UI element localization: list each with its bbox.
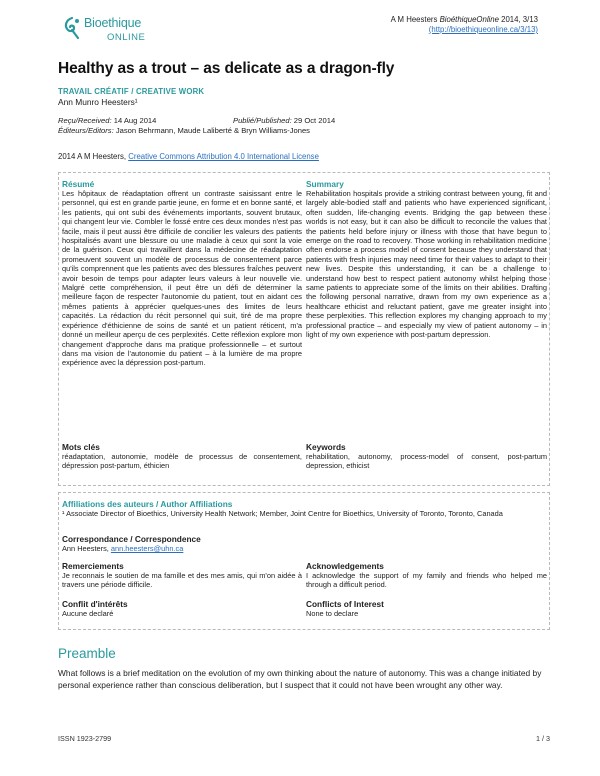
coi-block — [306, 599, 547, 618]
summary-text: Rehabilitation hospitals provide a striking contrast between young, fit and largely able-bodied staff and patients who have experienced significant, often sudden, life-changing events. Bridging the gap between these worlds is not easy, but it can also be difficult to reconcile the values that the patients held before injury or illness with those that have begun to emerge on the road to recovery. Those working in rehabilitation medicine often endorse a process model of consent because they understand that patients with fresh injuries may need time for their values to adapt to their new lives. Despite this understanding, it can be a challenge to understand how best to respect patient autonomy whilst helping those same patients to appreciate some of the limits on their abilities. Drafting the following personal narrative, drawn from my own experience as a healthcare ethicist and reluctant patient, gave me greater insight into these perplexities. This reflection explores my changing approach to my professional practice – and especially my view of patient autonomy – in light of my own experience with post-partum depression. — [306, 189, 547, 340]
correspondence-heading: Correspondance / Correspondence — [62, 534, 201, 544]
footer-issn: ISSN 1923-2799 — [58, 734, 112, 743]
running-issue: 2014, 3/13 — [498, 15, 538, 24]
coi-heading: Conflicts of Interest — [306, 599, 384, 609]
motscles-heading: Mots clés — [62, 442, 100, 452]
published-date: 29 Oct 2014 — [291, 116, 336, 125]
license-prefix: 2014 A M Heesters, — [58, 152, 129, 161]
acknowledgements-heading: Acknowledgements — [306, 561, 384, 571]
article-dates — [58, 116, 548, 136]
abstract-box — [58, 172, 550, 486]
received-date: 14 Aug 2014 — [111, 116, 157, 125]
affiliations-text: ¹ Associate Director of Bioethics, University Health Network; Member, Joint Centre for Bioethics, University of Toronto, Toronto, Canada — [62, 509, 503, 518]
logo-subtitle: ONLINE — [107, 32, 146, 43]
summary-column — [306, 179, 547, 340]
license-line — [58, 152, 319, 161]
article-section-label: TRAVAIL CRÉATIF / CREATIVE WORK — [58, 87, 205, 96]
received-label: Reçu/Received: — [58, 116, 112, 125]
acknowledgements-text: I acknowledge the support of my family and friends who helped me through a difficult period. — [306, 571, 547, 590]
acknowledgements-block — [306, 561, 547, 590]
preamble-text: What follows is a brief meditation on the evolution of my own thinking about the nature of autonomy. This was a change initiated by personal experience rather than conscious deliberation, but I suspect that it could not have been wrought any other way. — [58, 668, 542, 690]
running-header — [391, 15, 538, 35]
keywords-heading: Keywords — [306, 442, 346, 452]
conflit-block — [62, 599, 302, 618]
remerciements-block — [62, 561, 302, 590]
license-link[interactable]: Creative Commons Attribution 4.0 International License — [128, 152, 319, 161]
affiliations-block — [62, 499, 548, 518]
running-author: A M Heesters — [390, 15, 440, 24]
resume-column — [62, 179, 302, 368]
motscles-block — [62, 442, 302, 471]
conflit-text: Aucune declaré — [62, 609, 114, 618]
affiliations-heading: Affiliations des auteurs / Author Affiliations — [62, 499, 233, 509]
coi-text: None to declare — [306, 609, 359, 618]
conflit-heading: Conflit d'intérêts — [62, 599, 128, 609]
remerciements-heading: Remerciements — [62, 561, 124, 571]
article-title: Healthy as a trout – as delicate as a dragon-fly — [58, 60, 395, 77]
remerciements-text: Je reconnais le soutien de ma famille et des mes amis, qui m'on aidée à travers une période difficile. — [62, 571, 302, 590]
info-box — [58, 492, 550, 630]
correspondence-name: Ann Heesters, — [62, 544, 111, 553]
editors-label: Éditeurs/Editors: — [58, 126, 114, 135]
preamble-heading: Preamble — [58, 646, 116, 661]
article-author: Ann Munro Heesters¹ — [58, 97, 138, 107]
running-url-link[interactable]: (http://bioethiqueonline.ca/3/13) — [428, 25, 538, 34]
journal-logo — [62, 16, 172, 46]
logo-swirl-icon — [62, 16, 82, 40]
correspondence-block — [62, 534, 548, 553]
running-journal: BioéthiqueOnline — [439, 15, 499, 24]
published-label: Publié/Published: — [233, 116, 292, 125]
correspondence-email-link[interactable]: ann.heesters@uhn.ca — [110, 544, 184, 553]
summary-heading: Summary — [306, 179, 344, 189]
resume-text: Les hôpitaux de réadaptation offrent un contraste saisissant entre le personnel, qui est en grande partie jeune, en forme et en bonne santé, et les patients, qui ont subi des événements importants, souvent brutaux, qui changent leur vie. Combler le fossé entre ces deux mondes n'est pas facile, mais il peut aussi être difficile de concilier les valeurs des patients hospitalisés avant une blessure ou une maladie à ceux qui sont la voie de la guérison. Ceux qui travaillent dans la médecine de réadaptation promeuvent souvent un modèle de processus de consentement parce qu'ils comprennent que les patients avec des blessures fraîches peuvent avoir besoin de temps pour adapter leurs valeurs à leur nouvelle vie. Malgré cette compréhension, il peut être un défi de déterminer la meilleure façon de respecter l'autonomie du patient, tout en aidant ces mêmes patients à apprécier quelques-unes des limites de leurs capacités. La rédaction du récit personnel qui suit, tiré de ma propre expérience d'éthicienne de soins de santé et un patient réticent, m'a donné un meilleur aperçu de ces perplexités. Cette réflexion explore mon changement d'approche dans ma pratique professionnelle – et surtout dans ma vision de l'autonomie du patient – à la lumière de ma propre expérience avec la dépression post-partum. — [62, 189, 302, 368]
keywords-text: rehabilitation, autonomy, process-model of consent, post-partum depression, ethicist — [306, 452, 547, 471]
motscles-text: réadaptation, autonomie, modèle de processus de consentement, dépression post-partum, éthicien — [62, 452, 302, 471]
logo-wordmark: Bioethique — [84, 16, 142, 30]
editors-names: Jason Behrmann, Maude Laliberté & Bryn Williams-Jones — [113, 126, 310, 135]
keywords-block — [306, 442, 547, 471]
footer-page-number: 1 / 3 — [536, 734, 550, 743]
resume-heading: Résumé — [62, 179, 95, 189]
